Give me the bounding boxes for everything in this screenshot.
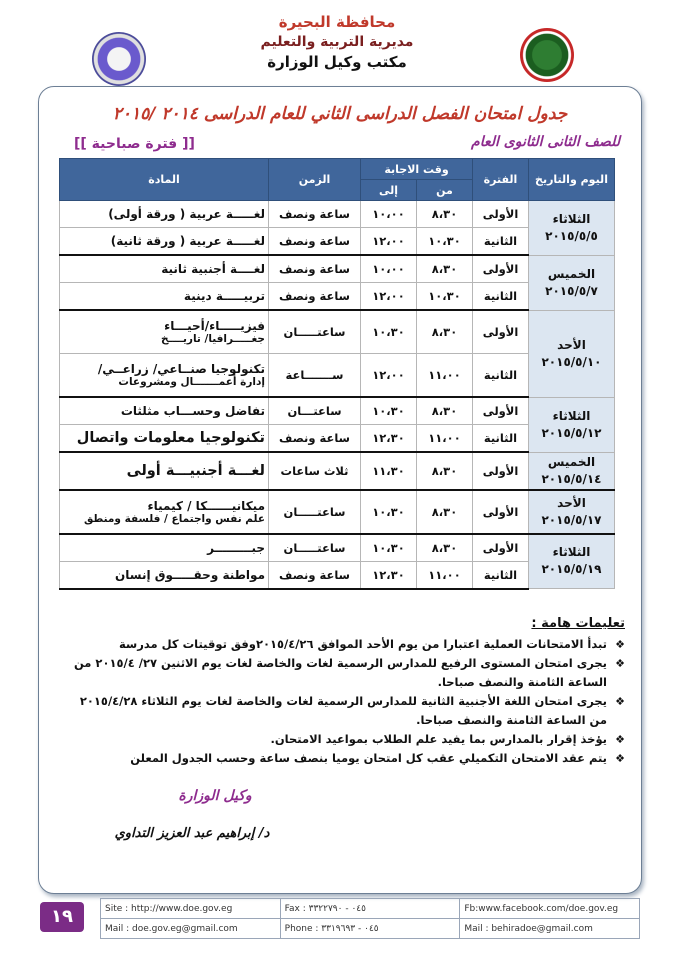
duration-cell: ساعتـــان	[269, 397, 361, 425]
period-cell: الأولى	[473, 490, 529, 534]
from-cell: ٨،٣٠	[417, 397, 473, 425]
footer-mail: Mail : doe.gov.eg@gmail.com	[101, 919, 281, 939]
subject-cell	[60, 534, 269, 562]
subject-cell	[60, 452, 269, 490]
period-cell: الأولى	[473, 255, 529, 283]
directorate-name: مديرية التربية والتعليم	[260, 34, 414, 50]
note-item	[60, 730, 625, 749]
subject-line: لغــــة أجنبية ثانية	[161, 262, 265, 276]
subject-line: تكنولوجيا صنــاعي/ زراعــي/	[97, 362, 265, 376]
subject-line: لغـــــة عربية ( ورقة ثانية)	[110, 234, 265, 248]
day-date: ٢٠١٥/٥/١٩	[541, 562, 602, 577]
grade-subtitle: للصف الثانى الثانوى العام	[471, 134, 620, 150]
from-cell: ١١،٠٠	[417, 561, 473, 589]
footer-mail2: Mail : behiradoe@gmail.com	[460, 919, 640, 939]
note-text: يجرى امتحان اللغة الأجنبية الثانية للمدارس الرسمية لغات والخاصة لغات يوم الثلاثاء ٢٠١٥/٤/٢٨ من الساعة الثامنة والنصف صباحا.	[79, 694, 607, 727]
notes-list	[60, 635, 625, 768]
day-name: الثلاثاء	[552, 408, 591, 423]
duration-cell: ساعة ونصف	[269, 201, 361, 228]
header-text	[230, 12, 444, 72]
document-title: جدول امتحان الفصل الدراسى الثاني للعام الدراسى ٢٠١٤ /٢٠١٥	[112, 104, 568, 124]
day-date: ٢٠١٥/٥/١٢	[541, 425, 602, 440]
to-cell: ١٢،٠٠	[361, 354, 417, 398]
governorate-logo	[520, 28, 574, 82]
header-answer-time: وقت الاجابة	[361, 159, 473, 180]
footer-facebook: Fb:www.facebook.com/doe.gov.eg	[460, 899, 640, 919]
table-header	[60, 159, 615, 201]
subject-cell	[60, 561, 269, 589]
subject-cell	[60, 255, 269, 283]
subject-cell	[60, 201, 269, 228]
subject-cell	[60, 354, 269, 398]
subject-cell	[60, 397, 269, 425]
note-item	[60, 654, 625, 692]
subject-line: تفاضل وحســـاب مثلثات	[120, 404, 265, 418]
duration-cell: ساعتـــــان	[269, 534, 361, 562]
from-cell: ٨،٣٠	[417, 490, 473, 534]
day-name: الأحد	[557, 495, 586, 510]
day-cell	[529, 201, 615, 256]
duration-cell: ساعة ونصف	[269, 228, 361, 256]
subject-line: لغـــــة عربية ( ورقة أولى)	[108, 207, 265, 221]
day-cell	[529, 452, 615, 490]
header-day: اليوم والتاريخ	[529, 159, 615, 201]
day-cell	[529, 534, 615, 589]
period-cell: الثانية	[473, 425, 529, 453]
day-date: ٢٠١٥/٥/١٠	[541, 354, 602, 369]
day-date: ٢٠١٥/٥/٧	[545, 283, 598, 298]
to-cell: ١٢،٣٠	[361, 425, 417, 453]
table-row	[60, 534, 615, 562]
day-cell	[529, 397, 615, 452]
duration-cell: ســـــــاعة	[269, 354, 361, 398]
period-cell: الأولى	[473, 534, 529, 562]
from-cell: ٨،٣٠	[417, 255, 473, 283]
day-name: الثلاثاء	[552, 545, 591, 560]
from-cell: ١٠،٣٠	[417, 228, 473, 256]
period-cell: الأولى	[473, 310, 529, 354]
subject-cell	[60, 283, 269, 311]
period-cell: الأولى	[473, 201, 529, 228]
important-notes	[60, 616, 625, 768]
subject-line-2: علم نفس واجتماع / فلسفة ومنطق	[83, 512, 265, 525]
period-cell: الثانية	[473, 354, 529, 398]
day-name: الأحد	[557, 337, 586, 352]
day-date: ٢٠١٥/٥/١٧	[541, 512, 602, 527]
to-cell: ١٢،٠٠	[361, 228, 417, 256]
signature-name: د/ إبراهيم عبد العزيز التداوي	[114, 826, 270, 841]
footer-phone: Phone : ٠٤٥ - ٣٣١٩٦٩٣	[280, 919, 460, 939]
table-row	[60, 255, 615, 283]
note-text: يجرى امتحان المستوى الرفيع للمدارس الرسمية لغات والخاصة لغات يوم الاثنين ٢٧/ ٢٠١٥/٤ من الساعة الثامنة والنصف صباحا.	[73, 656, 607, 689]
subject-line: ميكانيــــــكا / كيمياء	[147, 498, 265, 513]
note-item	[60, 692, 625, 730]
shift-label: [[ فترة صباحية ]]	[74, 136, 195, 152]
subject-cell	[60, 228, 269, 256]
note-text: تبدأ الامتحانات العملية اعتبارا من يوم الأحد الموافق ٢٠١٥/٤/٢٦وفق توقيتات كل مدرسة	[118, 637, 607, 651]
subject-cell	[60, 490, 269, 534]
day-name: الخميس	[547, 454, 596, 469]
day-cell	[529, 490, 615, 534]
note-text: يؤخذ إقرار بالمدارس بما يفيد علم الطلاب بمواعيد الامتحان.	[270, 732, 607, 746]
day-name: الثلاثاء	[552, 211, 591, 226]
from-cell: ١١،٠٠	[417, 425, 473, 453]
contact-footer	[100, 898, 640, 939]
period-cell: الثانية	[473, 228, 529, 256]
to-cell: ١٠،٣٠	[361, 397, 417, 425]
period-cell: الأولى	[473, 397, 529, 425]
ministry-logo	[92, 32, 146, 86]
day-cell	[529, 310, 615, 397]
from-cell: ١٠،٣٠	[417, 283, 473, 311]
page-number: ١٩	[40, 902, 84, 932]
subject-cell	[60, 425, 269, 453]
header-subject: المادة	[60, 159, 269, 201]
duration-cell: ساعة ونصف	[269, 255, 361, 283]
subject-line: تربيـــــة دينية	[183, 289, 265, 303]
table-row	[60, 310, 615, 354]
to-cell: ١٢،٣٠	[361, 561, 417, 589]
to-cell: ١٠،٣٠	[361, 310, 417, 354]
duration-cell: ساعة ونصف	[269, 425, 361, 453]
note-item	[60, 635, 625, 654]
exam-schedule-table	[59, 158, 615, 590]
duration-cell: ساعتـــــان	[269, 490, 361, 534]
diamond-bullet-icon: ❖	[615, 733, 625, 746]
to-cell: ١٠،٠٠	[361, 255, 417, 283]
subject-cell	[60, 310, 269, 354]
table-row	[60, 201, 615, 228]
header-duration: الزمن	[269, 159, 361, 201]
note-item	[60, 749, 625, 768]
day-name: الخميس	[547, 266, 596, 281]
duration-cell: ساعة ونصف	[269, 561, 361, 589]
note-text: يتم عقد الامتحان التكميلي عقب كل امتحان يوميا بنصف ساعة وحسب الجدول المعلن	[130, 751, 607, 765]
subject-line: فيزيـــــاء/أحيـــاء	[164, 319, 265, 333]
diamond-bullet-icon: ❖	[615, 695, 625, 708]
header-to: إلى	[361, 180, 417, 201]
day-cell	[529, 255, 615, 310]
to-cell: ١٠،٣٠	[361, 490, 417, 534]
day-date: ٢٠١٥/٥/١٤	[541, 471, 602, 486]
subject-line: لغـــة أجنبيـــة أولى	[126, 462, 265, 479]
period-cell: الثانية	[473, 561, 529, 589]
from-cell: ٨،٣٠	[417, 452, 473, 490]
governorate-name: محافظة البحيرة	[278, 13, 396, 31]
diamond-bullet-icon: ❖	[615, 638, 625, 651]
subject-line: مواطنة وحقـــــوق إنسان	[115, 567, 265, 582]
subject-line-2: جغـــــرافيا/ تاريــــخ	[161, 333, 265, 345]
period-cell: الثانية	[473, 283, 529, 311]
footer-site: Site : http://www.doe.gov.eg	[101, 899, 281, 919]
duration-cell: ثلاث ساعات	[269, 452, 361, 490]
diamond-bullet-icon: ❖	[615, 657, 625, 670]
duration-cell: ساعتـــــان	[269, 310, 361, 354]
to-cell: ١٠،٣٠	[361, 534, 417, 562]
duration-cell: ساعة ونصف	[269, 283, 361, 311]
table-row	[60, 397, 615, 425]
diamond-bullet-icon: ❖	[615, 752, 625, 765]
to-cell: ١٠،٠٠	[361, 201, 417, 228]
office-name: مكتب وكيل الوزارة	[267, 53, 407, 71]
period-cell: الأولى	[473, 452, 529, 490]
table-body	[60, 201, 615, 589]
from-cell: ٨،٣٠	[417, 534, 473, 562]
to-cell: ١٢،٠٠	[361, 283, 417, 311]
subject-line: جبـــــــــر	[207, 540, 265, 555]
table-row	[60, 490, 615, 534]
day-date: ٢٠١٥/٥/٥	[545, 228, 598, 243]
subject-line-2: إدارة أعمـــــــال ومشروعات	[118, 376, 265, 388]
subject-line: تكنولوجيا معلومات واتصال	[76, 430, 265, 446]
from-cell: ١١،٠٠	[417, 354, 473, 398]
from-cell: ٨،٣٠	[417, 201, 473, 228]
header-from: من	[417, 180, 473, 201]
from-cell: ٨،٣٠	[417, 310, 473, 354]
table-row	[60, 452, 615, 490]
signature-title: وكيل الوزارة	[178, 788, 252, 804]
header-period: الفترة	[473, 159, 529, 201]
header	[0, 6, 674, 86]
notes-heading: تعليمات هامة :	[531, 616, 625, 631]
to-cell: ١١،٣٠	[361, 452, 417, 490]
footer-fax: Fax : ٠٤٥ - ٣٣٢٢٧٩٠	[280, 899, 460, 919]
